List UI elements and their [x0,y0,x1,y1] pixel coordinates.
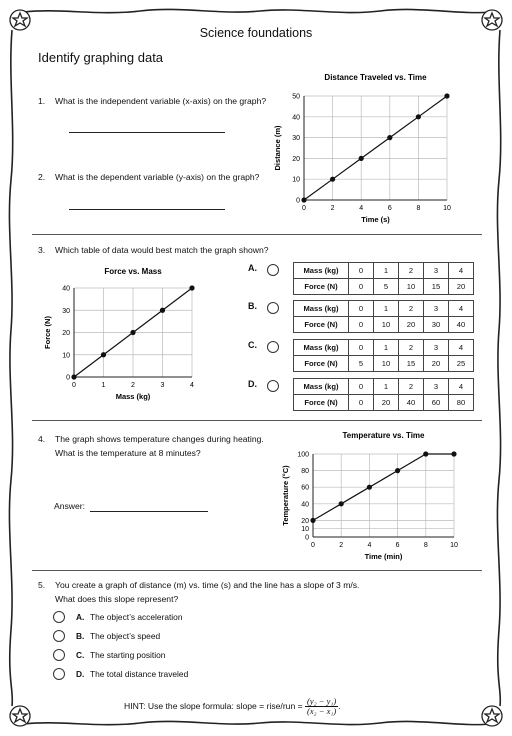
table-cell: 30 [424,317,449,333]
answer-label: Answer: [54,501,86,511]
x-tick-label: 0 [302,205,306,212]
data-point [330,177,335,182]
table-cell: 0 [349,301,374,317]
y-tick-label: 40 [301,501,309,509]
option-letter: C. [248,340,257,350]
y-tick-label: 0 [66,374,70,382]
table-row-label: Mass (kg) [294,379,349,395]
x-axis-label: Time (s) [361,215,390,224]
option-radio[interactable] [267,341,279,353]
choice-text: The starting position [90,650,166,660]
table-cell: 3 [424,340,449,356]
table-cell: 0 [349,340,374,356]
x-tick-label: 8 [423,542,428,549]
y-tick-label: 10 [62,352,70,360]
divider [32,420,482,421]
x-tick-label: 6 [387,205,392,212]
table-cell: 20 [374,395,399,411]
table-cell: 2 [399,340,424,356]
table-cell: 0 [349,395,374,411]
y-tick-label: 50 [292,93,300,101]
question-2: 2. What is the dependent variable (y-axis) on the graph? [38,172,260,182]
data-point [130,330,135,335]
y-tick-label: 10 [292,176,300,184]
y-axis-label: Distance (m) [273,125,282,171]
x-tick-label: 10 [450,542,458,549]
table-row-label: Mass (kg) [294,263,349,279]
table-cell: 0 [349,379,374,395]
data-point [339,501,344,506]
choice-item[interactable] [76,631,160,641]
table-cell: 1 [374,263,399,279]
question-3: 3. Which table of data would best match the graph shown? [38,245,269,255]
table-cell: 10 [374,317,399,333]
choice-text: The object’s speed [90,631,161,641]
table-cell: 10 [374,356,399,372]
x-tick-label: 4 [359,205,364,212]
answer-line-2[interactable] [69,209,225,210]
y-axis-label: Force (N) [43,316,52,349]
table-row-label: Force (N) [294,395,349,411]
chart-title: Temperature vs. Time [342,431,425,440]
table-cell: 2 [399,301,424,317]
table-cell: 2 [399,379,424,395]
y-tick-label: 60 [301,484,309,492]
x-tick-label: 4 [190,382,194,389]
table-cell: 15 [399,356,424,372]
y-tick-label: 20 [292,155,300,163]
data-point [189,285,194,290]
x-tick-label: 2 [131,382,135,389]
x-tick-label: 3 [160,382,165,389]
divider [32,234,482,235]
table-cell: 3 [424,379,449,395]
y-axis-label: Temperature (°C) [281,465,290,526]
answer-line-1[interactable] [69,132,225,133]
table-cell: 1 [374,340,399,356]
distance-time-chart [270,68,480,232]
question-5: 5. You create a graph of distance (m) vs. time (s) and the line has a slope of 3 m/s. What does this slope represent? [38,580,360,604]
table-cell: 10 [399,279,424,295]
option-letter: D. [248,379,257,389]
option-table [293,378,474,411]
table-cell: 20 [399,317,424,333]
table-cell: 3 [424,301,449,317]
choice-radio[interactable] [53,649,65,661]
y-tick-label: 40 [292,114,300,122]
temperature-time-chart [278,426,478,568]
y-tick-label: 80 [301,468,309,476]
option-radio[interactable] [267,302,279,314]
table-cell: 0 [349,279,374,295]
data-point [367,485,372,490]
y-tick-label: 0 [305,534,309,542]
table-cell: 2 [399,263,424,279]
x-tick-label: 6 [395,542,400,549]
data-point [416,114,421,119]
table-row-label: Mass (kg) [294,301,349,317]
choice-item[interactable] [76,650,165,660]
option-letter: B. [248,301,257,311]
chart-title: Distance Traveled vs. Time [324,73,427,82]
table-cell: 4 [449,263,474,279]
y-tick-label: 0 [296,197,300,205]
data-point [423,451,428,456]
x-axis-label: Time (min) [364,552,403,561]
y-tick-label: 40 [62,285,70,293]
table-cell: 1 [374,379,399,395]
table-cell: 0 [349,317,374,333]
x-tick-label: 2 [339,542,344,549]
x-tick-label: 10 [443,205,451,212]
table-cell: 15 [424,279,449,295]
data-point [301,197,306,202]
choice-letter: B. [76,631,85,641]
x-tick-label: 1 [101,382,106,389]
choice-item[interactable] [76,669,188,679]
hint: HINT: Use the slope formula: slope = rise/run = $\frac{\text{(y₂ − y₁)}}{\text{(x₂ − x₁)}}$ . [124,696,341,716]
x-tick-label: 2 [330,205,335,212]
choice-radio[interactable] [53,668,65,680]
data-point [310,518,315,523]
data-point [451,451,456,456]
force-mass-chart [40,262,210,410]
x-tick-label: 0 [311,542,315,549]
y-tick-label: 30 [292,135,300,143]
y-tick-label: 20 [301,517,309,525]
table-row-label: Mass (kg) [294,340,349,356]
x-tick-label: 4 [367,542,372,549]
option-table [293,262,474,295]
y-tick-label: 10 [301,526,309,534]
table-cell: 60 [424,395,449,411]
data-point [444,93,449,98]
data-point [71,374,76,379]
choice-letter: A. [76,612,85,622]
series-line [304,96,447,200]
y-tick-label: 20 [62,330,70,337]
x-axis-label: Mass (kg) [115,392,151,401]
question-1: 1. What is the independent variable (x-axis) on the graph? [38,96,267,106]
table-cell: 3 [424,263,449,279]
choice-text: The total distance traveled [90,669,189,679]
table-cell: 25 [449,356,474,372]
data-point [359,156,364,161]
table-row-label: Force (N) [294,279,349,295]
table-cell: 5 [374,279,399,295]
option-letter: A. [248,263,257,273]
divider [32,570,482,571]
table-cell: 20 [424,356,449,372]
table-row-label: Force (N) [294,356,349,372]
page-title: Science foundations [199,26,313,40]
table-cell: 0 [349,263,374,279]
data-point [160,308,165,313]
data-point [101,352,106,357]
table-cell: 40 [399,395,424,411]
data-point [387,135,392,140]
table-row-label: Force (N) [294,317,349,333]
choice-text: The object’s acceleration [90,612,183,622]
choice-radio[interactable] [53,630,65,642]
option-table [293,339,474,372]
x-tick-label: 8 [416,205,421,212]
answer-line-4[interactable] [90,511,208,512]
option-radio[interactable] [267,380,279,392]
data-point [395,468,400,473]
y-tick-label: 30 [62,307,70,315]
table-cell: 4 [449,340,474,356]
page-subtitle: Identify graphing data [38,50,164,65]
table-cell: 4 [449,301,474,317]
choice-letter: D. [76,669,85,679]
choice-letter: C. [76,650,85,660]
table-cell: 20 [449,279,474,295]
choice-item[interactable] [76,612,183,622]
table-cell: 4 [449,379,474,395]
table-cell: 1 [374,301,399,317]
table-cell: 40 [449,317,474,333]
chart-title: Force vs. Mass [104,267,162,276]
question-4: 4. The graph shows temperature changes during heating. What is the temperature at 8 minutes? [38,434,264,458]
option-radio[interactable] [267,264,279,276]
table-cell: 5 [349,356,374,372]
y-tick-label: 100 [297,451,309,459]
x-tick-label: 0 [72,382,76,389]
choice-radio[interactable] [53,611,65,623]
table-cell: 80 [449,395,474,411]
option-table [293,300,474,333]
